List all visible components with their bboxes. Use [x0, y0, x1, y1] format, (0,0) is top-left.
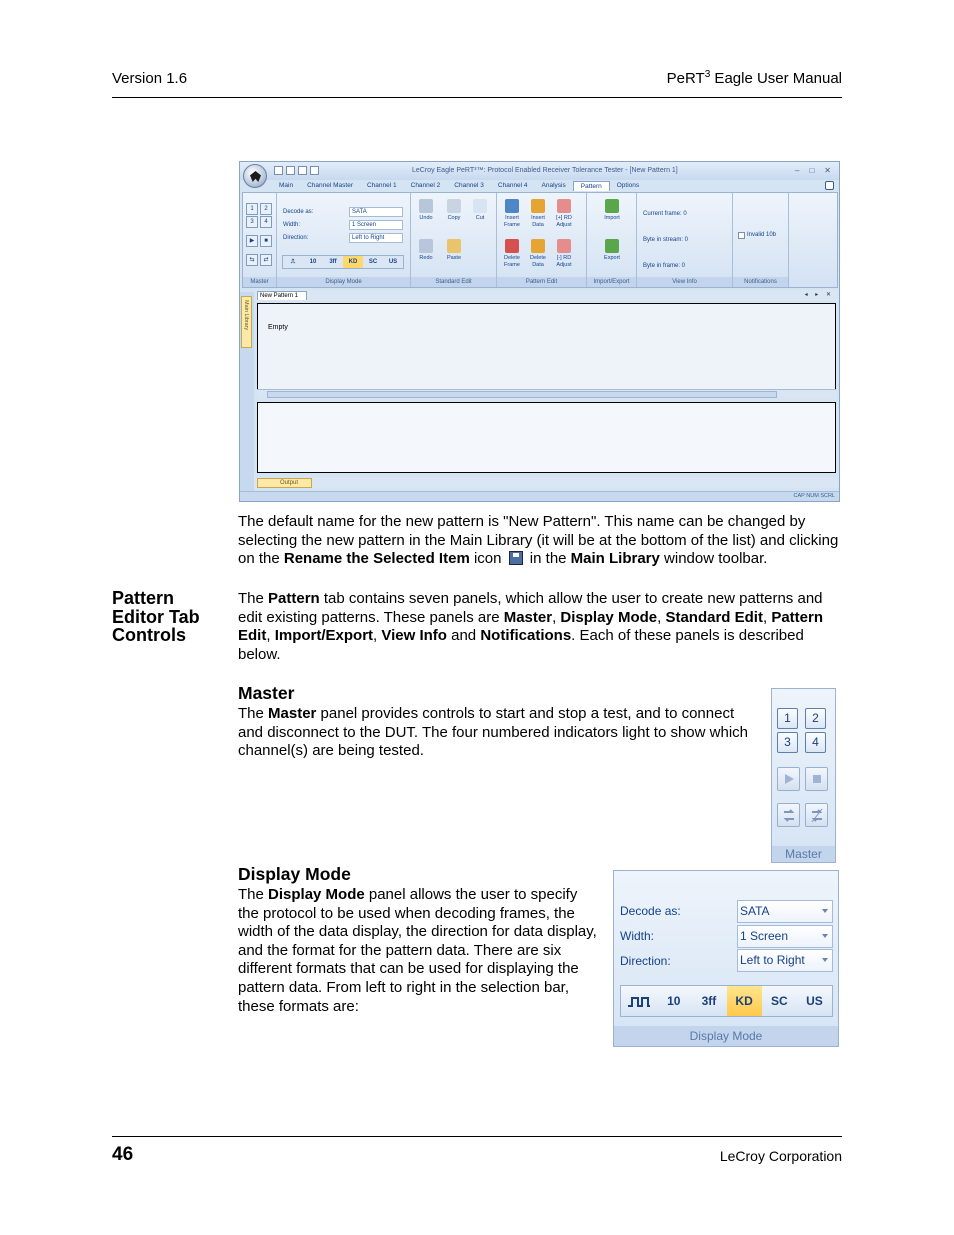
document-tab-controls[interactable]: ◂ ▸ ✕	[804, 292, 834, 298]
dm-direction-select[interactable]: Left to Right	[737, 949, 833, 972]
header-manual-title: PeRT$^3$ Eagle User Manual	[666, 69, 842, 87]
rd-adjust-minus-label: [-] RD Adjust	[556, 255, 572, 268]
display-mode-heading: Display Mode	[238, 864, 351, 884]
current-frame-readout: Current frame: 0	[643, 211, 687, 217]
rd-adjust-plus-label: [+] RD Adjust	[556, 215, 572, 228]
insert-data-icon[interactable]	[531, 199, 545, 213]
delete-data-icon[interactable]	[531, 239, 545, 253]
ribbon-panel-import-export	[587, 193, 637, 287]
master-channel-4-button[interactable]: 4	[805, 732, 826, 753]
qat-new-icon[interactable]	[274, 166, 283, 175]
copy-label: Copy	[447, 215, 461, 221]
header-rule	[112, 97, 842, 98]
header-version: Version 1.6	[112, 70, 188, 87]
delete-frame-icon[interactable]	[505, 239, 519, 253]
ribbon-panel-notifications	[733, 193, 789, 287]
undo-label: Undo	[419, 215, 433, 221]
master-paragraph: The Master panel provides controls to start and stop a test, and to connect and disconnect to the DUT. The four numbered indicators light to show which channel(s) are being tested.	[238, 705, 748, 760]
scrollbar-thumb[interactable]	[267, 391, 777, 398]
master-stop-icon[interactable]	[805, 767, 828, 791]
tab-options[interactable]: Options	[616, 182, 640, 189]
format-sc[interactable]: SC	[368, 259, 378, 265]
dm-direction-dropdown-icon	[822, 958, 828, 962]
rd-adjust-minus-icon[interactable]	[557, 239, 571, 253]
master-heading: Master	[238, 683, 295, 703]
dm-format-10b[interactable]: 10	[667, 994, 681, 1008]
ribbon-tabs	[272, 181, 646, 191]
footer-company: LeCroy Corporation	[719, 1148, 842, 1164]
tab-channel-2[interactable]: Channel 2	[410, 182, 441, 189]
dm-width-select[interactable]: 1 Screen	[737, 925, 833, 948]
master-panel-label: Master	[772, 846, 835, 862]
direction-select[interactable]: Left to Right	[349, 233, 403, 243]
import-icon[interactable]	[605, 199, 619, 213]
insert-frame-icon[interactable]	[505, 199, 519, 213]
ribbon-panel-view-info	[637, 193, 733, 287]
import-label: Import	[604, 215, 620, 221]
dm-format-kd[interactable]: KD	[727, 986, 762, 1016]
dm-direction-label: Direction:	[620, 954, 671, 968]
tab-pattern[interactable]: Pattern	[573, 181, 610, 191]
ribbon-panel-master	[243, 193, 277, 287]
dm-format-us[interactable]: US	[806, 994, 823, 1008]
master-channel-2-button[interactable]: 2	[805, 708, 826, 729]
tab-analysis[interactable]: Analysis	[541, 182, 566, 189]
panel-label-pattern-edit: Pattern Edit	[497, 277, 586, 287]
document-tab[interactable]: New Pattern 1	[257, 291, 307, 300]
status-bar	[240, 491, 839, 501]
decode-label: Decode as:	[283, 209, 314, 215]
panel-label-standard-edit: Standard Edit	[411, 277, 496, 287]
rd-adjust-plus-icon[interactable]	[557, 199, 571, 213]
byte-in-stream-readout: Byte in stream: 0	[643, 237, 689, 243]
master-connect-icon[interactable]	[777, 803, 800, 827]
insert-data-label: Insert Data	[531, 215, 545, 228]
window-controls	[795, 166, 831, 175]
insert-frame-label: Insert Frame	[504, 215, 520, 228]
close-icon[interactable]: ✕	[824, 166, 831, 175]
format-waveform-icon[interactable]: ⎍	[290, 259, 296, 265]
format-bar	[282, 255, 404, 269]
horizontal-scrollbar[interactable]	[257, 389, 836, 399]
display-mode-paragraph: The Display Mode panel allows the user to specify the protocol to be used when decoding frames, the width of the data display, the direction for data display, and the format for the pattern data. There are six different formats that can be used for displaying the pattern data. From left to right in the selection bar, these formats are:	[238, 886, 597, 1015]
tab-channel-1[interactable]: Channel 1	[366, 182, 397, 189]
section-heading: Pattern Editor Tab Controls	[112, 588, 200, 645]
decode-select[interactable]: SATA	[349, 207, 403, 217]
tab-main[interactable]: Main	[279, 182, 294, 189]
status-indicators: CAP NUM SCRL	[793, 493, 835, 499]
qat-save-icon[interactable]	[298, 166, 307, 175]
start-test-icon[interactable]: ▶	[246, 235, 258, 247]
width-label: Width:	[283, 222, 301, 228]
main-library-label: Main Library	[243, 300, 249, 331]
delete-data-label: Delete Data	[530, 255, 546, 268]
connect-icon[interactable]: ⇆	[246, 254, 258, 266]
tab-channel-4[interactable]: Channel 4	[497, 182, 528, 189]
panel-label-display-mode: Display Mode	[277, 277, 410, 287]
channel-4-button[interactable]: 4	[260, 216, 272, 228]
export-label: Export	[604, 255, 620, 261]
help-icon[interactable]	[825, 181, 834, 190]
stop-test-icon[interactable]: ■	[260, 235, 272, 247]
page-number: 46	[112, 1144, 134, 1165]
panel-label-import-export: Import/Export	[587, 277, 636, 287]
dm-width-dropdown-icon	[822, 934, 828, 938]
master-disconnect-icon[interactable]	[805, 803, 828, 827]
format-10b[interactable]: 10	[309, 259, 317, 265]
ribbon	[242, 192, 838, 288]
app-title: LeCroy Eagle PeRT³™: Protocol Enabled Receiver Tolerance Tester - [New Pattern 1]	[412, 167, 678, 174]
master-start-icon[interactable]	[777, 767, 800, 791]
invalid-10b-label: Invalid 10b	[747, 232, 777, 238]
copy-icon[interactable]	[447, 199, 461, 213]
qat-print-icon[interactable]	[310, 166, 319, 175]
output-tab-label: Output	[280, 480, 299, 486]
dm-decode-label: Decode as:	[620, 904, 681, 918]
redo-icon[interactable]	[419, 239, 433, 253]
format-kd[interactable]: KD	[343, 256, 363, 268]
library-side-strip	[240, 292, 254, 492]
redo-label: Redo	[419, 255, 433, 261]
paste-label: Paste	[446, 255, 462, 261]
qat-open-icon[interactable]	[286, 166, 295, 175]
output-tab[interactable]	[257, 478, 312, 488]
cut-icon[interactable]	[473, 199, 487, 213]
dm-format-waveform-icon[interactable]	[621, 986, 656, 1016]
dm-format-3ff[interactable]: 3ff	[701, 994, 717, 1008]
section-paragraph: The Pattern tab contains seven panels, which allow the user to create new patterns and edit existing patterns. These panels are Master, Display Mode, Standard Edit, Pattern Edit, Import/Export, View Info and Notifications. Each of these panels is described below.	[238, 590, 823, 663]
undo-icon[interactable]	[419, 199, 433, 213]
tab-channel-3[interactable]: Channel 3	[454, 182, 484, 189]
app-orb-eagle-icon[interactable]	[243, 164, 267, 188]
dm-format-bar	[620, 985, 833, 1017]
format-us[interactable]: US	[388, 259, 398, 265]
channel-3-button[interactable]: 3	[246, 216, 258, 228]
ribbon-panel-standard-edit	[411, 193, 497, 287]
editor-empty-text: Empty	[268, 324, 288, 331]
app-screenshot	[239, 161, 840, 502]
width-select[interactable]: 1 Screen	[349, 220, 403, 230]
footer-rule	[112, 1136, 842, 1137]
dm-decode-dropdown-icon	[822, 909, 828, 913]
channel-2-button[interactable]: 2	[260, 203, 272, 215]
dm-panel-label: Display Mode	[614, 1026, 838, 1046]
export-icon[interactable]	[605, 239, 619, 253]
detail-pane	[257, 402, 836, 473]
cut-label: Cut	[475, 215, 485, 221]
dm-decode-select[interactable]: SATA	[737, 900, 833, 923]
disconnect-icon[interactable]: ⇄	[260, 254, 272, 266]
master-channel-1-button[interactable]: 1	[777, 708, 798, 729]
panel-label-view-info: View Info	[637, 277, 732, 287]
master-channel-3-button[interactable]: 3	[777, 732, 798, 753]
document-tab-strip	[256, 290, 838, 301]
delete-frame-label: Delete Frame	[504, 255, 520, 268]
dm-width-label: Width:	[620, 929, 655, 943]
quick-access-toolbar	[274, 166, 319, 175]
paste-icon[interactable]	[447, 239, 461, 253]
panel-label-notifications: Notifications	[733, 277, 788, 287]
invalid-10b-checkbox[interactable]	[738, 232, 745, 239]
master-panel-figure	[771, 688, 836, 863]
minimize-icon[interactable]: –	[795, 166, 800, 175]
panel-label-master: Master	[243, 277, 276, 287]
main-library-tab[interactable]	[241, 296, 252, 348]
rename-item-icon	[509, 551, 523, 565]
dm-format-sc[interactable]: SC	[770, 994, 788, 1008]
ribbon-panel-pattern-edit	[497, 193, 587, 287]
format-3ff[interactable]: 3ff	[329, 259, 337, 265]
byte-in-frame-readout: Byte in frame: 0	[643, 263, 686, 269]
maximize-icon[interactable]: □	[809, 166, 815, 175]
display-mode-panel-figure	[613, 870, 839, 1047]
direction-label: Direction:	[283, 235, 309, 241]
intro-paragraph: The default name for the new pattern is "New Pattern". This name can be changed by selecting the new pattern in the Main Library (it will be at the bottom of the list) and clicking on the Rename the Selected Item icon in the Main Library window toolbar.	[238, 513, 839, 568]
tab-channel-master[interactable]: Channel Master	[307, 182, 353, 189]
output-strip	[254, 478, 838, 488]
pattern-editor[interactable]	[257, 303, 836, 399]
channel-1-button[interactable]: 1	[246, 203, 258, 215]
ribbon-panel-display-mode	[277, 193, 411, 287]
